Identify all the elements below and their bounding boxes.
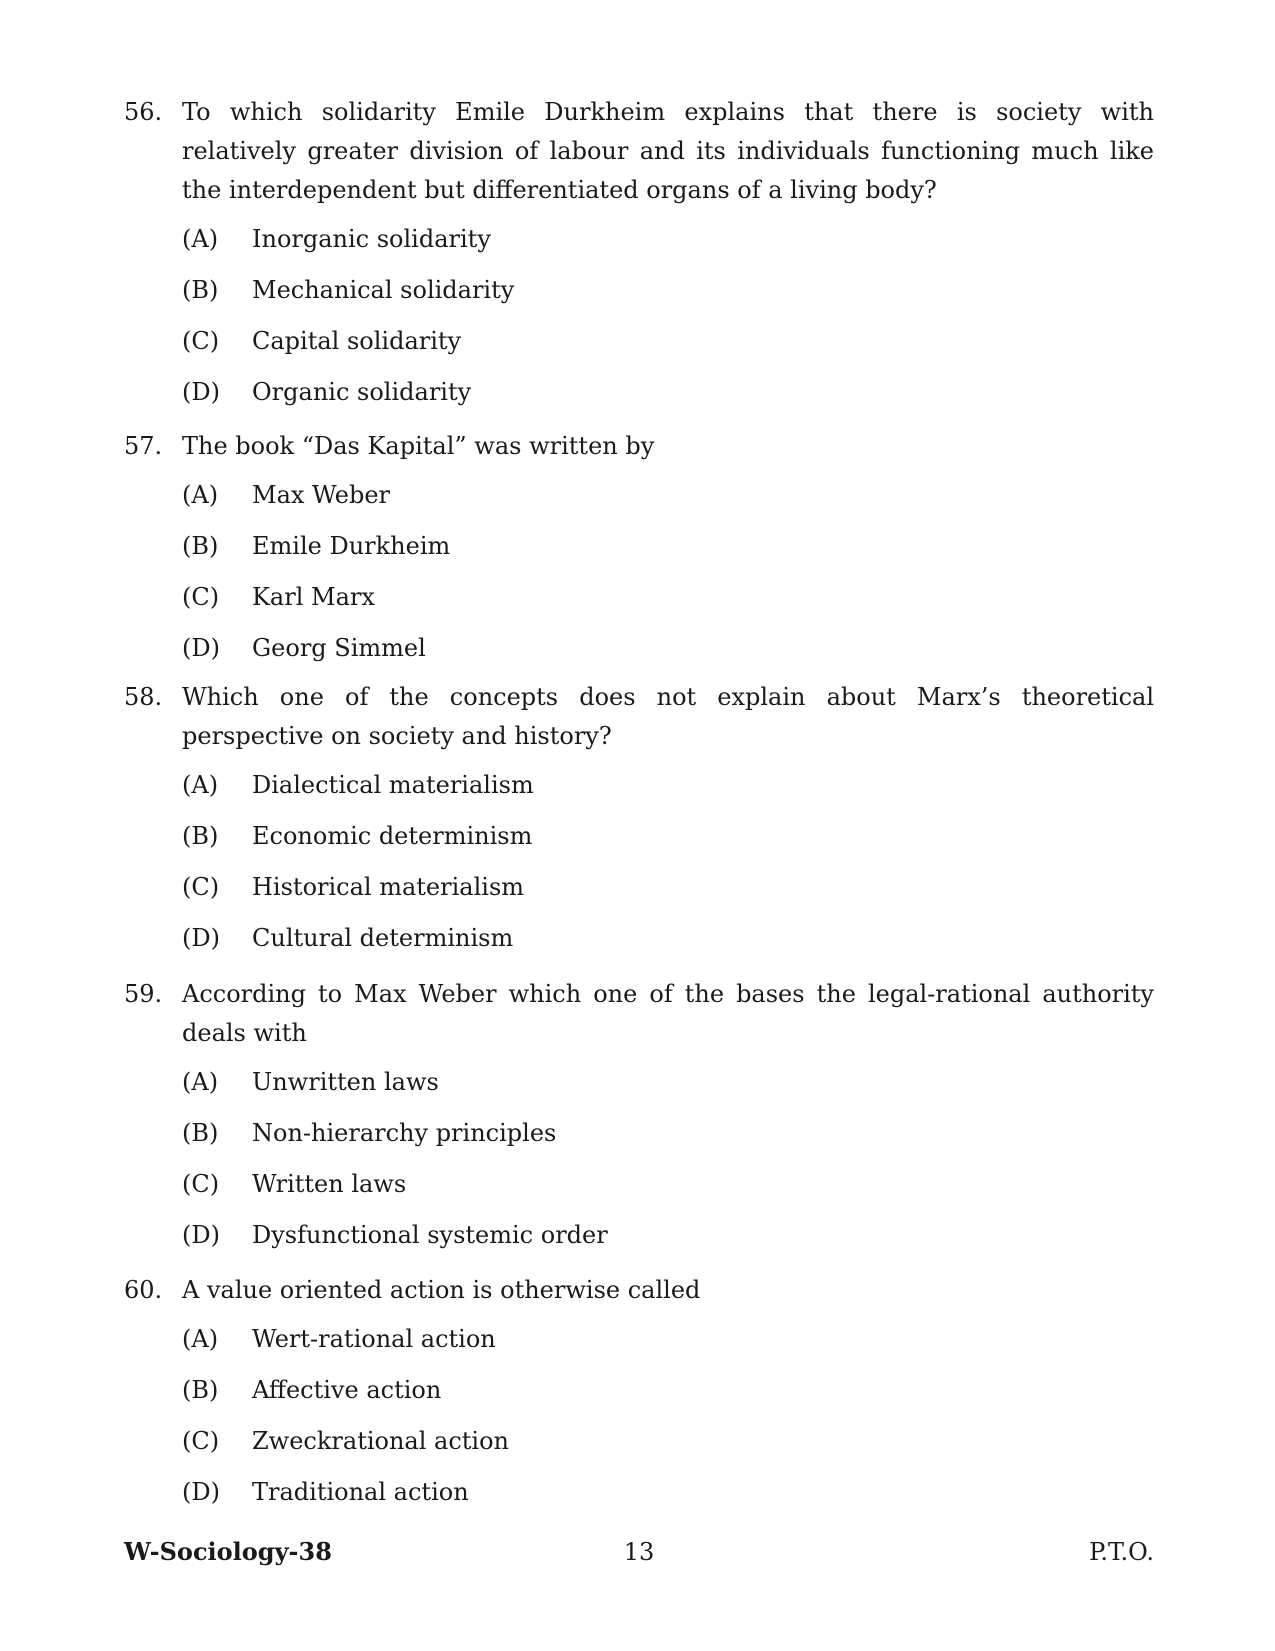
option-label: (D) [182,924,220,952]
option-a [182,1320,1154,1371]
option-c [182,578,1154,629]
option-text: Traditional action [252,1478,469,1506]
option-text: Written laws [252,1170,407,1198]
option-label: (A) [182,1325,219,1353]
question-number: 60. [124,1276,163,1304]
option-text: Wert-rational action [252,1325,496,1353]
option-label: (C) [182,327,220,355]
option-label: (D) [182,378,220,406]
option-b [182,1371,1154,1422]
question-text: The book “Das Kapital” was written by [182,432,655,460]
option-label: (A) [182,225,219,253]
option-label: (D) [182,1221,220,1249]
option-text: Affective action [252,1376,442,1404]
option-label: (B) [182,1376,219,1404]
options-list [182,476,1154,680]
option-d [182,919,1154,970]
option-text: Non-hierarchy principles [252,1119,557,1147]
question-text: Which one of the concepts does not explain about Marx’s theoretical perspective on society and history? [182,683,1154,750]
option-text: Emile Durkheim [252,532,451,560]
question-number: 57. [124,432,163,460]
option-text: Economic determinism [252,822,533,850]
options-list [182,1320,1154,1524]
paper-code: W-Sociology-38 [124,1537,332,1566]
question-59 [124,975,1154,1267]
option-text: Zweckrational action [252,1427,510,1455]
option-d [182,1473,1154,1524]
option-label: (C) [182,873,220,901]
option-b [182,271,1154,322]
option-d [182,629,1154,680]
option-c [182,322,1154,373]
option-text: Dysfunctional systemic order [252,1221,608,1249]
question-number: 56. [124,98,163,126]
option-text: Max Weber [252,481,390,509]
page-footer [124,1532,1154,1572]
option-label: (B) [182,1119,219,1147]
option-label: (A) [182,1068,219,1096]
option-a [182,1063,1154,1114]
question-text: To which solidarity Emile Durkheim explains that there is society with relatively greater division of labour and its individuals functioning much like the interdependent but differentiated organs of a living body? [182,98,1154,204]
option-c [182,1165,1154,1216]
option-d [182,373,1154,424]
option-text: Mechanical solidarity [252,276,515,304]
question-number: 58. [124,683,163,711]
option-c [182,1422,1154,1473]
question-58 [124,678,1154,970]
option-c [182,868,1154,919]
options-list [182,220,1154,424]
question-60 [124,1271,1154,1524]
option-text: Unwritten laws [252,1068,439,1096]
question-56 [124,93,1154,424]
please-turn-over: P.T.O. [1089,1538,1154,1566]
option-text: Georg Simmel [252,634,426,662]
option-label: (B) [182,532,219,560]
question-text: A value oriented action is otherwise called [182,1276,701,1304]
question-57 [124,427,1154,680]
options-list [182,1063,1154,1267]
option-label: (C) [182,1427,220,1455]
option-text: Historical materialism [252,873,525,901]
option-b [182,1114,1154,1165]
options-list [182,766,1154,970]
question-text: According to Max Weber which one of the bases the legal-rational authority deals with [182,980,1154,1047]
option-a [182,766,1154,817]
option-b [182,527,1154,578]
option-text: Cultural determinism [252,924,514,952]
option-label: (A) [182,481,219,509]
option-text: Capital solidarity [252,327,462,355]
option-a [182,476,1154,527]
option-a [182,220,1154,271]
option-d [182,1216,1154,1267]
option-text: Karl Marx [252,583,375,611]
option-label: (C) [182,1170,220,1198]
question-number: 59. [124,980,163,1008]
option-text: Organic solidarity [252,378,472,406]
option-label: (C) [182,583,220,611]
option-label: (B) [182,822,219,850]
option-label: (A) [182,771,219,799]
option-label: (B) [182,276,219,304]
option-text: Inorganic solidarity [252,225,491,253]
option-label: (D) [182,634,220,662]
option-label: (D) [182,1478,220,1506]
option-b [182,817,1154,868]
page-number: 13 [623,1538,655,1566]
option-text: Dialectical materialism [252,771,534,799]
